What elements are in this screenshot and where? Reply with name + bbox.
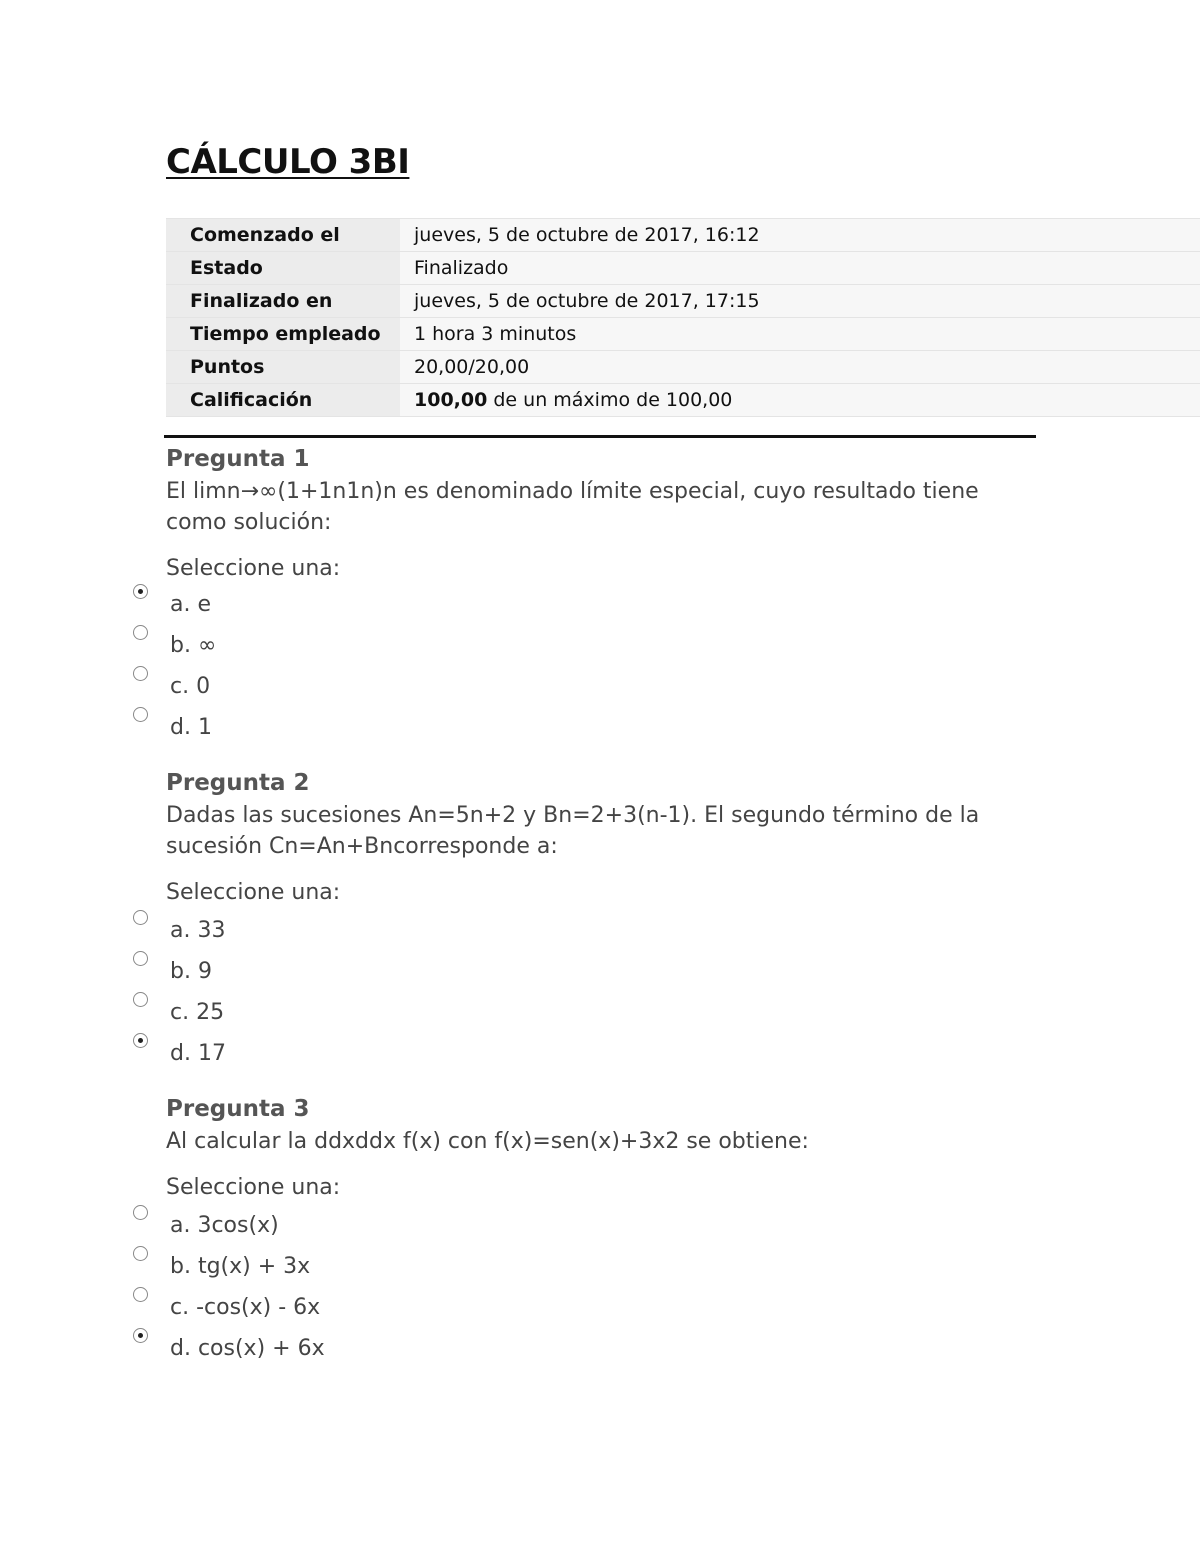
answer-option-label: a. 33 <box>170 918 226 943</box>
answer-option-label: c. 25 <box>170 1000 225 1025</box>
answer-option[interactable] <box>166 672 1046 713</box>
question-title: Pregunta 3 <box>166 1096 310 1122</box>
summary-row-finished <box>166 285 1200 318</box>
summary-label: Finalizado en <box>166 285 400 318</box>
radio-unchecked-icon[interactable] <box>133 992 148 1007</box>
radio-unchecked-icon[interactable] <box>133 910 148 925</box>
radio-unchecked-icon[interactable] <box>133 625 148 640</box>
answer-option[interactable] <box>166 998 1046 1039</box>
question-title: Pregunta 1 <box>166 446 310 472</box>
question-prompt: Seleccione una: <box>166 880 341 905</box>
answer-option[interactable] <box>166 1252 1046 1293</box>
radio-unchecked-icon[interactable] <box>133 1246 148 1261</box>
question-text: El limn→∞(1+1n1n)n es denominado límite especial, cuyo resultado tiene como solución: <box>166 479 979 535</box>
question-1 <box>166 444 1046 754</box>
radio-unchecked-icon[interactable] <box>133 1205 148 1220</box>
summary-label: Comenzado el <box>166 219 400 252</box>
page-title: CÁLCULO 3BI <box>166 142 410 182</box>
summary-row-grade <box>166 384 1200 417</box>
question-2 <box>166 768 1046 1080</box>
radio-unchecked-icon[interactable] <box>133 707 148 722</box>
answer-option[interactable] <box>166 957 1046 998</box>
grade-max: de un máximo de 100,00 <box>487 389 733 411</box>
question-prompt: Seleccione una: <box>166 556 341 581</box>
question-text: Dadas las sucesiones An=5n+2 y Bn=2+3(n-1). El segundo término de la sucesión Cn=An+Bncorresponde a: <box>166 803 980 859</box>
answer-option-label: a. e <box>170 592 212 617</box>
answer-option-label: b. ∞ <box>170 633 217 658</box>
answer-option[interactable] <box>166 1039 1046 1080</box>
section-divider <box>164 435 1036 438</box>
grade-value: 100,00 <box>414 389 488 411</box>
answer-option-label: d. 1 <box>170 715 212 740</box>
summary-label: Calificación <box>166 384 400 417</box>
summary-label: Puntos <box>166 351 400 384</box>
answer-option-label: d. 17 <box>170 1041 226 1066</box>
attempt-summary-table <box>166 218 1200 417</box>
radio-unchecked-icon[interactable] <box>133 1287 148 1302</box>
answer-option[interactable] <box>166 916 1046 957</box>
answer-option[interactable] <box>166 631 1046 672</box>
summary-row-state <box>166 252 1200 285</box>
summary-value: 20,00/20,00 <box>400 351 1200 384</box>
answer-option-label: a. 3cos(x) <box>170 1213 279 1238</box>
radio-unchecked-icon[interactable] <box>133 951 148 966</box>
answer-option-label: d. cos(x) + 6x <box>170 1336 325 1361</box>
answer-option-label: c. -cos(x) - 6x <box>170 1295 321 1320</box>
answer-option[interactable] <box>166 1211 1046 1252</box>
summary-value: Finalizado <box>400 252 1200 285</box>
answer-option[interactable] <box>166 590 1046 631</box>
answer-option-label: b. 9 <box>170 959 212 984</box>
summary-row-points <box>166 351 1200 384</box>
summary-value: jueves, 5 de octubre de 2017, 17:15 <box>400 285 1200 318</box>
summary-value: jueves, 5 de octubre de 2017, 16:12 <box>400 219 1200 252</box>
summary-value: 1 hora 3 minutos <box>400 318 1200 351</box>
answer-option-label: b. tg(x) + 3x <box>170 1254 311 1279</box>
question-title: Pregunta 2 <box>166 770 310 796</box>
answer-option[interactable] <box>166 1334 1046 1375</box>
radio-checked-icon[interactable] <box>133 1328 148 1343</box>
question-prompt: Seleccione una: <box>166 1175 341 1200</box>
answer-option[interactable] <box>166 713 1046 754</box>
question-text: Al calcular la ddxddx f(x) con f(x)=sen(x)+3x2 se obtiene: <box>166 1129 809 1154</box>
summary-row-time <box>166 318 1200 351</box>
answer-option-label: c. 0 <box>170 674 211 699</box>
summary-label: Tiempo empleado <box>166 318 400 351</box>
radio-checked-icon[interactable] <box>133 584 148 599</box>
summary-row-started <box>166 219 1200 252</box>
radio-unchecked-icon[interactable] <box>133 666 148 681</box>
summary-value <box>400 384 1200 417</box>
radio-checked-icon[interactable] <box>133 1033 148 1048</box>
summary-label: Estado <box>166 252 400 285</box>
answer-option[interactable] <box>166 1293 1046 1334</box>
question-3 <box>166 1094 1046 1375</box>
